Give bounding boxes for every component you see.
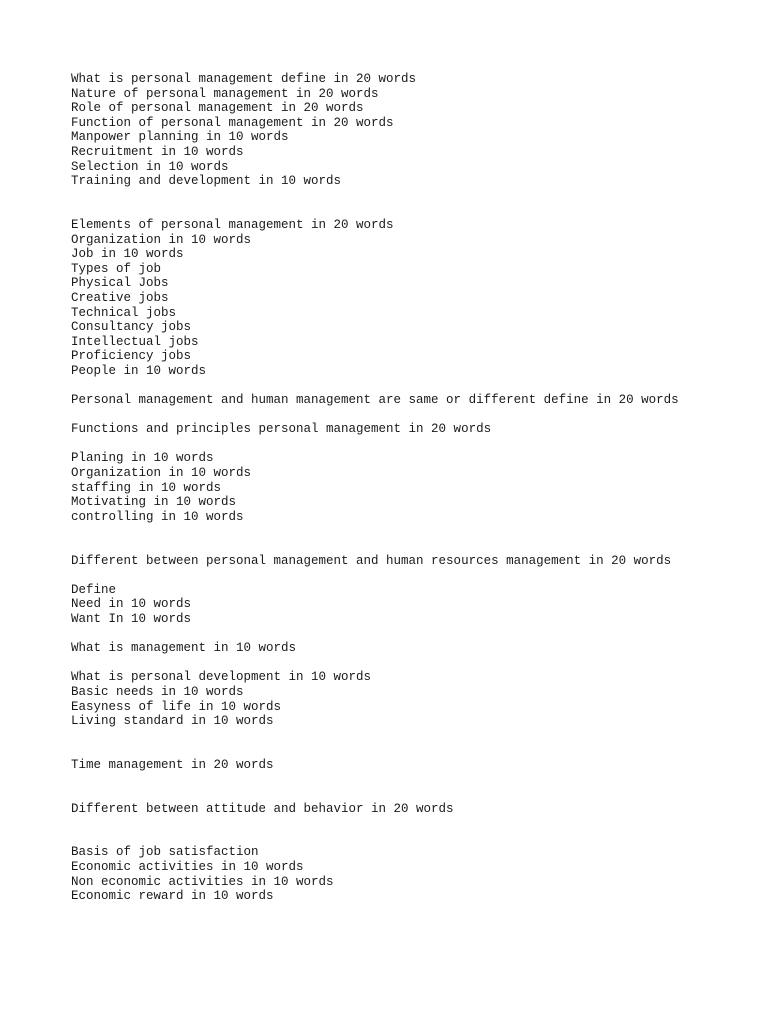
text-line: Role of personal management in 20 words (71, 101, 364, 116)
blank-line (71, 787, 751, 802)
blank-line (71, 773, 751, 788)
text-line: Functions and principles personal management in 20 words (71, 422, 492, 437)
text-line: Elements of personal management in 20 words (71, 217, 394, 232)
blank-line (71, 408, 751, 423)
text-line: Intellectual jobs (71, 334, 199, 349)
text-line: Planing in 10 words (71, 451, 214, 466)
blank-line (71, 743, 751, 758)
blank-line (71, 203, 751, 218)
text-line: Basic needs in 10 words (71, 684, 244, 699)
text-line: Types of job (71, 261, 162, 276)
text-line: Recruitment in 10 words (71, 144, 244, 159)
text-line: Nature of personal management in 20 words (71, 86, 379, 101)
text-line: Creative jobs (71, 290, 169, 305)
text-line: Organization in 10 words (71, 466, 252, 481)
blank-line (71, 378, 751, 393)
text-line: Personal management and human management are same or different define in 20 words (71, 393, 679, 408)
text-line: Time management in 20 words (71, 757, 274, 772)
blank-line (71, 627, 751, 642)
text-line: Motivating in 10 words (71, 495, 237, 510)
text-line: staffing in 10 words (71, 480, 222, 495)
text-line: Function of personal management in 20 words (71, 115, 394, 130)
text-line: What is management in 10 words (71, 641, 297, 656)
blank-line (71, 524, 751, 539)
text-line: Easyness of life in 10 words (71, 699, 282, 714)
blank-line (71, 831, 751, 846)
text-line: Proficiency jobs (71, 349, 192, 364)
text-line: Physical Jobs (71, 276, 169, 291)
text-line: Selection in 10 words (71, 159, 229, 174)
text-line: Economic activities in 10 words (71, 860, 304, 875)
text-line: Consultancy jobs (71, 320, 192, 335)
text-line: Want In 10 words (71, 611, 192, 626)
text-line: Different between attitude and behavior in 20 words (71, 801, 454, 816)
text-line: controlling in 10 words (71, 509, 244, 524)
text-line: What is personal development in 10 words (71, 670, 372, 685)
blank-line (71, 539, 751, 554)
blank-line (71, 189, 751, 204)
text-line: People in 10 words (71, 363, 207, 378)
document-body (71, 72, 751, 904)
text-line: Non economic activities in 10 words (71, 874, 334, 889)
blank-line (71, 656, 751, 671)
text-line: Training and development in 10 words (71, 174, 342, 189)
text-line: Manpower planning in 10 words (71, 130, 289, 145)
blank-line (71, 437, 751, 452)
text-line: Different between personal management and human resources management in 20 words (71, 553, 672, 568)
text-line: Organization in 10 words (71, 232, 252, 247)
blank-line (71, 568, 751, 583)
text-line: Define (71, 582, 117, 597)
text-line: Technical jobs (71, 305, 177, 320)
blank-line (71, 729, 751, 744)
text-line: Living standard in 10 words (71, 714, 274, 729)
blank-line (71, 816, 751, 831)
text-line: Need in 10 words (71, 597, 192, 612)
text-line: Economic reward in 10 words (71, 889, 274, 904)
text-line: Job in 10 words (71, 247, 184, 262)
text-line: What is personal management define in 20 words (71, 72, 417, 86)
text-line: Basis of job satisfaction (71, 845, 259, 860)
